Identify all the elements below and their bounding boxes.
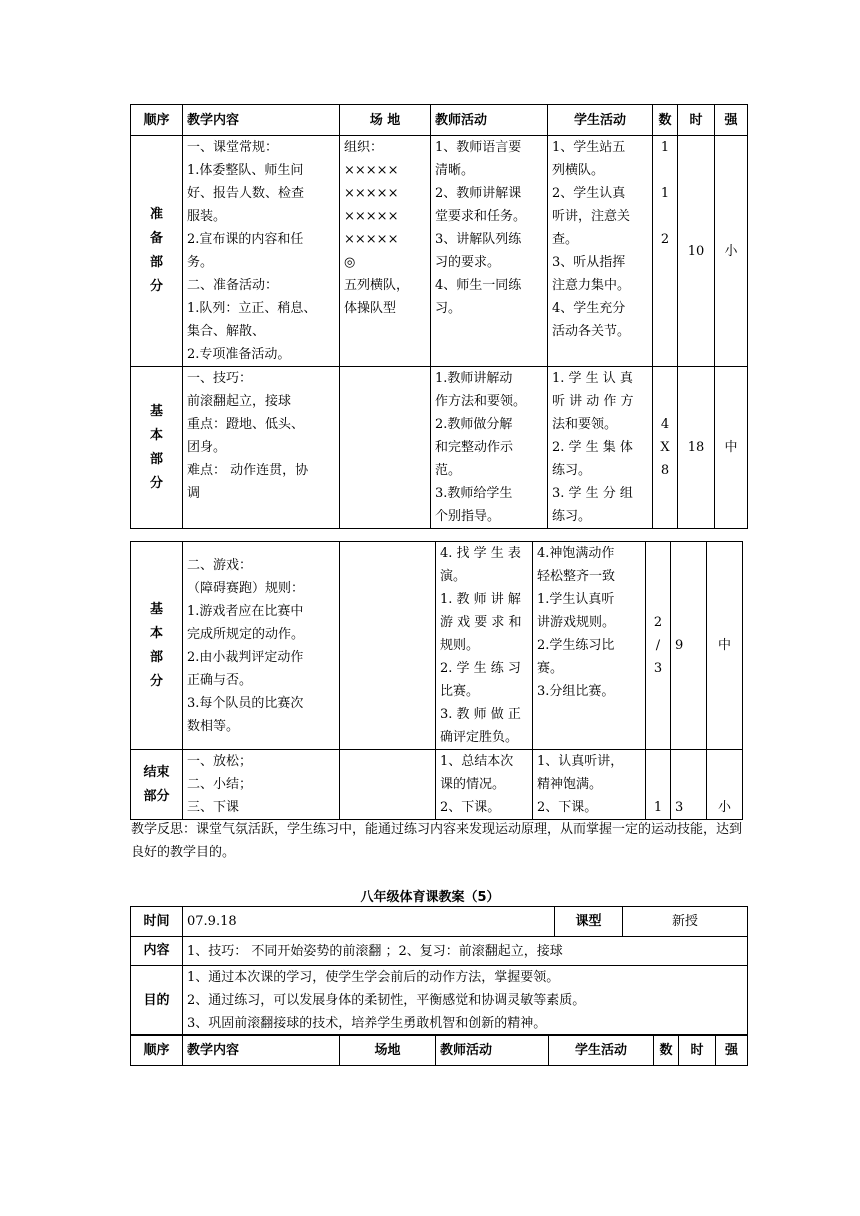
header-count: 数 — [653, 105, 678, 136]
lesson-table-continued — [130, 541, 743, 820]
basic2-student-cell: 4.神饱满动作 轻松整齐一致 1.学生认真听 讲游戏规则。 2.学生练习比 赛。 3.分组比赛。 — [533, 542, 646, 750]
basic1-section-label: 基 本 部 分 — [131, 367, 183, 529]
header-teacher: 教师活动 — [436, 1035, 549, 1066]
prep-time-cell: 10 — [678, 136, 715, 367]
plan-goal-row — [131, 966, 748, 1036]
basic1-section-row — [131, 367, 748, 529]
header-student: 学生活动 — [548, 105, 653, 136]
header-order: 顺序 — [131, 105, 183, 136]
plan-type-label: 课型 — [555, 907, 623, 937]
plan-time-label: 时间 — [131, 907, 183, 937]
basic2-teacher-cell: 4. 找 学 生 表 演。 1. 教 师 讲 解 游 戏 要 求 和 规则。 2. 学 生 练 习 比赛。 3. 教 师 做 正 确评定胜负。 — [436, 542, 533, 750]
prep-content-cell: 一、课堂常规： 1.体委整队、师生问 好、报告人数、检查 服装。 2.宣布课的内容和任 务。 二、准备活动： 1.队列：立正、稍息、 集合、解散、 2.专项准备活动。 — [183, 136, 340, 367]
prep-student-cell: 1、学生站五 列横队。 2、学生认真 听讲，注意关 查。 3、听从指挥 注意力集中。 4、学生充分 活动各关节。 — [548, 136, 653, 367]
plan-goal-list — [183, 966, 748, 1036]
end-time-cell: 3 — [671, 750, 707, 820]
header-teacher: 教师活动 — [431, 105, 548, 136]
basic2-section-label: 基 本 部 分 — [131, 542, 183, 750]
plan-content-label: 内容 — [131, 937, 183, 966]
end-student-cell: 1、认真听讲， 精神饱满。 2、下课。 — [533, 750, 646, 820]
plan-content-value: 1、技巧： 不同开始姿势的前滚翻 ；2、复习：前滚翻起立，接球 — [183, 937, 748, 966]
end-count-cell: 1 — [646, 750, 671, 820]
prep-intensity-cell: 小 — [715, 136, 748, 367]
lesson-table-top — [130, 104, 748, 529]
header-order: 顺序 — [131, 1035, 183, 1066]
plan-goal-item: 2、通过练习，可以发展身体的柔韧性，平衡感觉和协调灵敏等素质。 — [187, 993, 586, 1008]
header-intensity: 强 — [716, 1035, 748, 1066]
lesson-plan-title: 八年级体育课教案（5） — [360, 890, 500, 905]
basic2-venue-cell — [340, 542, 436, 750]
basic1-student-cell: 1. 学 生 认 真 听 讲 动 作 方 法和要领。 2. 学 生 集 体 练习。 3. 学 生 分 组 练习。 — [548, 367, 653, 529]
basic1-count-cell: 4 X 8 — [653, 367, 678, 529]
header-count: 数 — [654, 1035, 679, 1066]
basic1-time-cell: 18 — [678, 367, 715, 529]
basic2-section-row — [131, 542, 743, 750]
prep-section-row — [131, 136, 748, 367]
plan-goal-item: 3、巩固前滚翻接球的技术，培养学生勇敢机智和创新的精神。 — [187, 1016, 547, 1031]
end-venue-cell — [340, 750, 436, 820]
teaching-reflection: 教学反思：课堂气氛活跃，学生练习中，能通过练习内容来发现运动原理，从而掌握一定的运动技能，达到良好的教学目的。 — [131, 822, 743, 860]
end-section-label: 结束 部分 — [131, 750, 183, 820]
end-intensity-cell: 小 — [707, 750, 743, 820]
header-time: 时 — [678, 105, 715, 136]
header-venue: 场 地 — [340, 105, 431, 136]
table-header-row — [131, 105, 748, 136]
plan-type-value: 新授 — [623, 907, 748, 937]
header-intensity: 强 — [715, 105, 748, 136]
plan-goal-label: 目的 — [131, 966, 183, 1036]
basic1-venue-cell — [340, 367, 431, 529]
basic1-teacher-cell: 1.教师讲解动 作方法和要领。 2.教师做分解 和完整动作示 范。 3.教师给学生 个别指导。 — [431, 367, 548, 529]
basic2-time-cell: 9 — [671, 542, 707, 750]
header-venue: 场地 — [340, 1035, 436, 1066]
header-student: 学生活动 — [549, 1035, 654, 1066]
prep-venue-cell: 组织： ××××× ××××× ××××× ××××× ◎ 五列横队， 体操队型 — [340, 136, 431, 367]
end-section-row — [131, 750, 743, 820]
basic1-intensity-cell: 中 — [715, 367, 748, 529]
basic2-content-cell: 二、游戏： （障碍赛跑）规则： 1.游戏者应在比赛中 完成所规定的动作。 2.由小裁判评定动作 正确与否。 3.每个队员的比赛次 数相等。 — [183, 542, 340, 750]
lesson-plan-info-table — [130, 906, 748, 1036]
prep-count-cell: 1 1 2 — [653, 136, 678, 367]
basic1-content-cell: 一、技巧： 前滚翻起立，接球 重点：蹬地、低头、 团身。 难点： 动作连贯，协 调 — [183, 367, 340, 529]
header-content: 教学内容 — [183, 1035, 340, 1066]
end-content-cell: 一、放松； 二、小结； 三、下课 — [183, 750, 340, 820]
plan-content-row — [131, 937, 748, 966]
plan-goal-item: 1、通过本次课的学习，使学生学会前后的动作方法，掌握要领。 — [187, 970, 560, 985]
basic2-intensity-cell: 中 — [707, 542, 743, 750]
header-time: 时 — [679, 1035, 716, 1066]
lesson-table-next-header — [130, 1034, 748, 1066]
table-header-row — [131, 1035, 748, 1066]
end-teacher-cell: 1、总结本次 课的情况。 2、下课。 — [436, 750, 533, 820]
plan-time-row — [131, 907, 748, 937]
prep-section-label: 准 备 部 分 — [131, 136, 183, 367]
basic2-count-cell: 2 / 3 — [646, 542, 671, 750]
plan-time-value: 07.9.18 — [183, 907, 555, 937]
header-content: 教学内容 — [183, 105, 340, 136]
prep-teacher-cell: 1、教师语言要 清晰。 2、教师讲解课 堂要求和任务。 3、讲解队列练 习的要求。 4、师生一同练 习。 — [431, 136, 548, 367]
